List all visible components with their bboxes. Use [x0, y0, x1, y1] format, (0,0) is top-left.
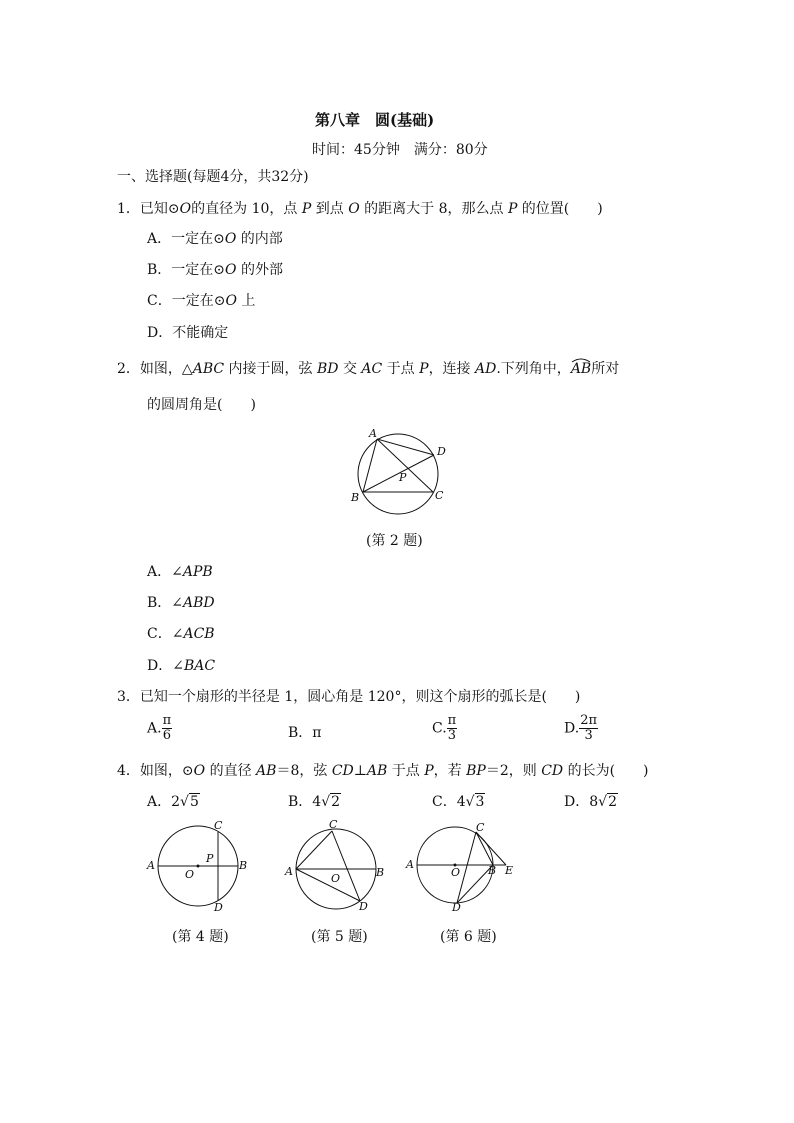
label-a: A — [406, 858, 414, 871]
chord-ab — [363, 439, 377, 492]
chord-ac — [296, 831, 332, 869]
q2-option-c[interactable] — [147, 623, 215, 643]
q4-text: ，若 — [433, 763, 467, 779]
q4-option-c[interactable] — [432, 791, 485, 811]
option-label: C．∠ — [147, 626, 184, 642]
numerator: 2π — [580, 713, 598, 728]
question-number: 2． — [117, 361, 140, 377]
sqrt: √5 — [180, 794, 199, 810]
q1-text: 的直径为 10，点 — [191, 201, 302, 217]
q1-option-c[interactable] — [147, 290, 255, 310]
q2-var: AD — [475, 361, 497, 377]
radicand: 2 — [331, 794, 341, 810]
denominator: 3 — [447, 728, 457, 743]
option-label: D．8 — [564, 794, 599, 810]
q2-text: .下列角中， — [496, 361, 571, 377]
q4-option-b[interactable] — [288, 791, 341, 811]
option-label: A．∠ — [147, 564, 183, 580]
q2-var: BD — [316, 361, 339, 377]
arc-mark-icon — [571, 357, 591, 363]
option-var: ABD — [183, 595, 215, 611]
center-dot — [197, 865, 200, 868]
option-var: O — [225, 293, 237, 309]
q4-var: BP — [466, 763, 486, 779]
q4-text: 的直径 — [205, 763, 257, 779]
q1-var: P — [301, 201, 312, 217]
q1-text: 的位置( ) — [517, 201, 603, 217]
chord-bc — [332, 831, 376, 869]
chord-cd — [332, 831, 360, 901]
q2-var: AC — [361, 361, 383, 377]
label-d: D — [359, 900, 368, 913]
q1-text: 的距离大于 8，那么点 — [359, 201, 508, 217]
label-a: A — [285, 865, 293, 878]
question-4 — [117, 760, 649, 780]
page-title: 第八章 圆(基础) — [315, 111, 435, 129]
q2-option-b[interactable] — [147, 592, 215, 612]
q4-text: 的长为( ) — [563, 763, 649, 779]
option-label: C．4 — [432, 794, 466, 810]
label-d: D — [437, 445, 446, 458]
option-text: 的外部 — [236, 262, 283, 278]
numerator: π — [447, 713, 457, 728]
option-var: ACB — [183, 626, 215, 642]
option-label: A．一定在⊙ — [147, 231, 225, 247]
section-heading: 一、选择题(每题4分，共32分) — [117, 169, 309, 185]
caption-fig4: (第 4 题) — [172, 929, 229, 945]
q2-var: ABC — [192, 361, 225, 377]
q4-var: CD — [331, 763, 354, 779]
label-a: A — [147, 859, 155, 872]
q4-text: ＝8，弦 — [276, 763, 332, 779]
label-c: C — [329, 818, 338, 831]
q2-text: 于点 — [382, 361, 420, 377]
q3-option-a[interactable] — [147, 714, 172, 743]
radicand: 3 — [475, 794, 485, 810]
label-o: O — [185, 868, 195, 881]
q4-var: P — [424, 763, 434, 779]
option-var: O — [224, 231, 237, 247]
option-label: D. — [564, 720, 580, 737]
label-o: O — [331, 872, 341, 885]
label-p: P — [399, 471, 407, 484]
label-p: P — [206, 852, 214, 865]
q2-text: 如图，△ — [139, 361, 193, 377]
option-label: A．2 — [147, 794, 181, 810]
figure-4 — [140, 818, 260, 918]
radicand: 2 — [608, 794, 617, 810]
question-number: 3． — [117, 689, 140, 705]
q2-option-a[interactable] — [147, 561, 213, 581]
q4-var: AB — [366, 763, 388, 779]
q2-text: 所对 — [591, 361, 620, 377]
option-text: 上 — [236, 293, 256, 309]
q2-var: P — [419, 361, 429, 377]
label-b: B — [376, 866, 385, 879]
label-b: B — [351, 491, 360, 504]
q4-text: 如图，⊙ — [139, 763, 194, 779]
option-label: D．∠ — [147, 658, 184, 674]
arc-label: AB — [570, 361, 592, 377]
figure-6 — [402, 818, 522, 918]
fraction — [162, 714, 173, 743]
q4-var: O — [193, 763, 206, 779]
q2-line-2: 的圆周角是( ) — [147, 397, 256, 413]
q1-var: P — [507, 201, 518, 217]
q2-text: 内接于圆，弦 — [224, 361, 317, 377]
q4-option-d[interactable] — [564, 791, 618, 811]
sqrt: √2 — [598, 794, 617, 810]
caption-fig5: (第 5 题) — [311, 929, 368, 945]
q3-option-c[interactable] — [432, 714, 457, 743]
q1-option-b[interactable] — [147, 259, 283, 279]
option-var: BAC — [183, 658, 216, 674]
figure-5 — [282, 818, 392, 918]
q3-text: 已知一个扇形的半径是 1，圆心角是 120°，则这个扇形的弧长是( ) — [139, 689, 581, 705]
question-1 — [117, 198, 603, 218]
caption-fig6: (第 6 题) — [440, 929, 497, 945]
q1-var: O — [348, 201, 360, 217]
option-var: O — [225, 262, 237, 278]
fraction — [579, 714, 598, 743]
label-b: B — [488, 864, 497, 877]
sqrt: √3 — [465, 794, 485, 810]
q1-text: 到点 — [311, 201, 349, 217]
q2-text: ，连接 — [428, 361, 476, 377]
figure-2 — [340, 420, 450, 520]
option-text: 的内部 — [236, 231, 283, 247]
denominator: 3 — [584, 728, 593, 743]
q3-option-d[interactable] — [564, 714, 598, 743]
label-c: C — [476, 821, 485, 834]
q2-option-d[interactable] — [147, 655, 215, 675]
q1-option-a[interactable] — [147, 228, 283, 248]
fraction — [447, 714, 458, 743]
option-label: A. — [147, 720, 162, 737]
caption-fig2: (第 2 题) — [366, 533, 423, 549]
label-d: D — [452, 901, 461, 914]
chord-ad — [296, 869, 360, 901]
numerator: π — [162, 713, 172, 728]
question-2 — [117, 358, 619, 378]
q4-var: AB — [256, 763, 277, 779]
question-number: 1． — [117, 201, 140, 217]
label-c: C — [435, 489, 444, 502]
option-label: B．4 — [288, 794, 322, 810]
question-3 — [117, 686, 580, 706]
option-label: B．一定在⊙ — [147, 262, 226, 278]
q3-option-b[interactable]: B．π — [288, 725, 322, 741]
q1-text: 已知⊙ — [139, 201, 180, 217]
option-label: C．一定在⊙ — [147, 293, 226, 309]
q4-text: ＝2，则 — [485, 763, 542, 779]
denominator: 6 — [162, 728, 171, 743]
time-info: 时间：45分钟 满分：80分 — [312, 142, 488, 158]
question-number: 4． — [117, 763, 140, 779]
label-e: E — [505, 864, 514, 877]
q2-text: 交 — [338, 361, 362, 377]
q1-option-d[interactable]: D．不能确定 — [147, 325, 229, 341]
option-label: C. — [432, 720, 447, 737]
option-var: APB — [182, 564, 213, 580]
q1-var: O — [179, 201, 192, 217]
q4-var: CD — [541, 763, 564, 779]
sqrt: √2 — [321, 794, 341, 810]
label-c: C — [214, 819, 223, 832]
option-label: B．∠ — [147, 595, 184, 611]
label-d: D — [214, 901, 223, 914]
q4-text: 于点 — [387, 763, 425, 779]
arc-ab — [571, 361, 591, 377]
label-a: A — [369, 427, 377, 440]
label-b: B — [239, 859, 248, 872]
q4-option-a[interactable] — [147, 791, 200, 811]
q4-text: ⊥ — [353, 763, 367, 779]
radicand: 5 — [189, 794, 199, 810]
label-o: O — [451, 866, 461, 879]
